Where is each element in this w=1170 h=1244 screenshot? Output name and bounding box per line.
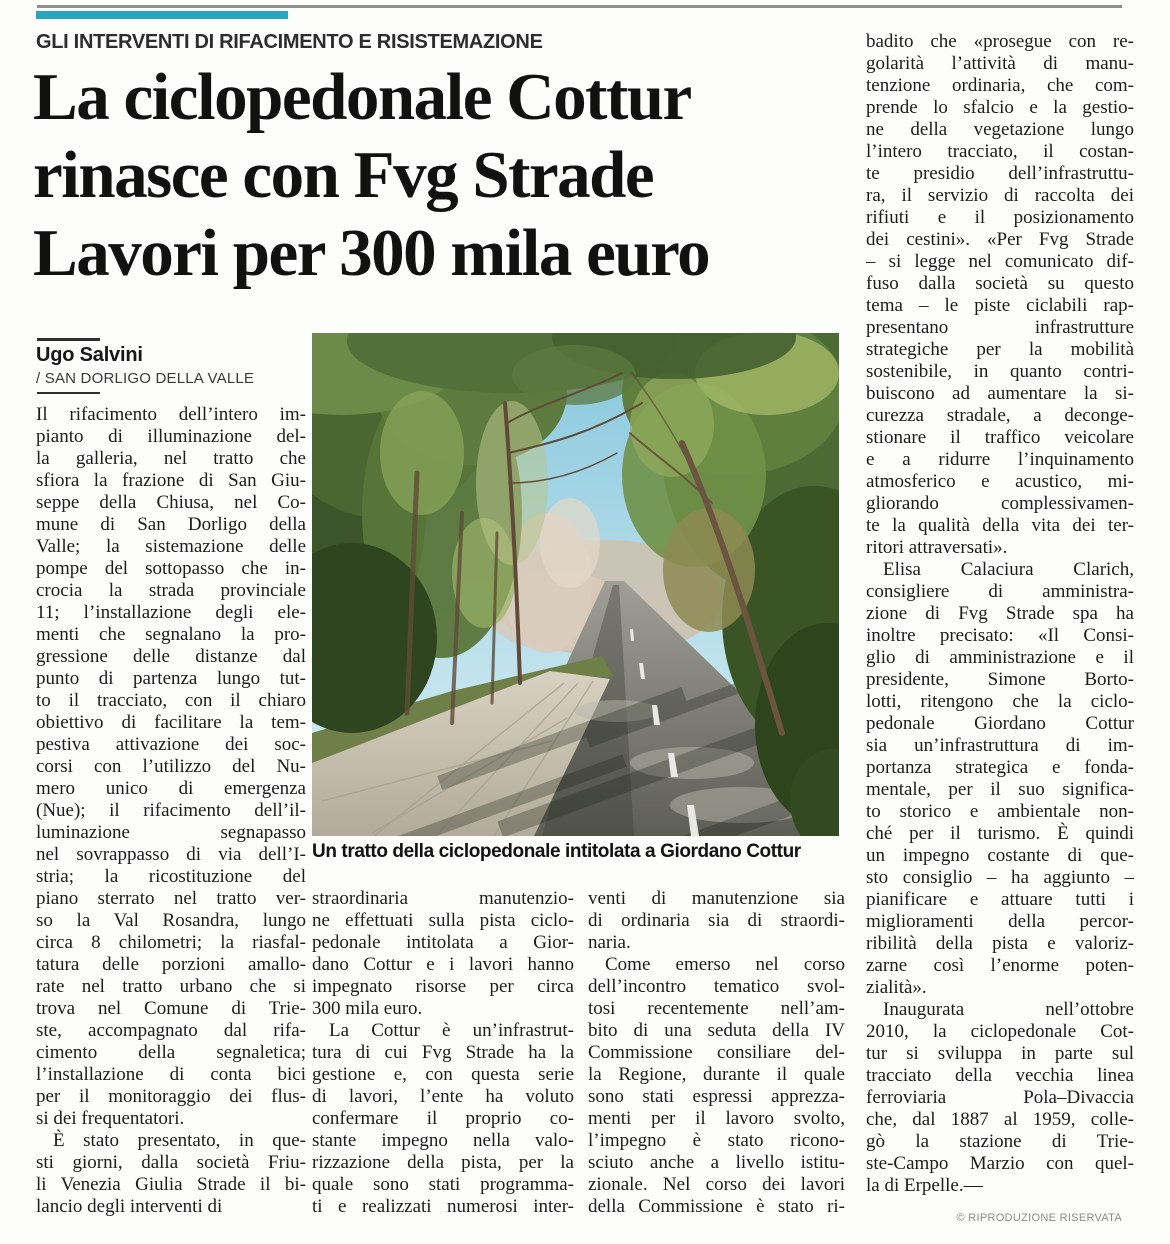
- text-line: portanza strategica e fonda-: [866, 757, 1134, 778]
- text-line: presentano infrastrutture: [866, 317, 1134, 338]
- text-line: punto di partenza lungo tut-: [36, 668, 306, 689]
- text-line: menti per il lavoro svolto,: [588, 1108, 845, 1129]
- text-line: tura di cui Fvg Strade ha la: [312, 1042, 574, 1063]
- text-line: l’intero tracciato, il costan-: [866, 141, 1134, 162]
- text-line: di ordinaria sia di straordi-: [588, 910, 845, 931]
- text-line: – si legge nel comunicato dif-: [866, 251, 1134, 272]
- text-line: sto consiglio – ha aggiunto –: [866, 867, 1134, 888]
- text-line: circa 8 chilometri; la riasfal-: [36, 932, 306, 953]
- text-line: La Cottur è un’infrastrut-: [329, 1020, 574, 1041]
- text-line: inoltre precisato: «Il Consi-: [866, 625, 1134, 646]
- text-line: lotti, ritengono che la ciclo-: [866, 691, 1134, 712]
- text-line: piano sterrato nel tratto ver-: [36, 888, 306, 909]
- text-line: dell’incontro tematico svol-: [588, 976, 845, 997]
- text-line: pompe del sottopasso che in-: [36, 558, 306, 579]
- text-line: tur si sviluppa in parte sul: [866, 1043, 1134, 1064]
- text-line: ne effettuati sulla pista ciclo-: [312, 910, 574, 931]
- text-line: zione di Fvg Strade spa ha: [866, 603, 1134, 624]
- text-line: per il monitoraggio dei flus-: [36, 1086, 306, 1107]
- text-line: Il rifacimento dell’intero im-: [36, 404, 306, 425]
- text-line: stionare il traffico veicolare: [866, 427, 1134, 448]
- text-line: l’impegno è stato ricono-: [588, 1130, 845, 1151]
- text-line: zarne così l’enorme poten-: [866, 955, 1134, 976]
- headline-line-2: rinasce con Fvg Strade: [33, 138, 654, 212]
- text-line: la galleria, nel tratto che: [36, 448, 306, 469]
- text-line: ne della vegetazione lungo: [866, 119, 1134, 140]
- teal-accent-bar: [36, 11, 288, 19]
- bike-path-illustration: [312, 333, 839, 836]
- text-line: 11; l’installazione degli ele-: [36, 602, 306, 623]
- text-line: badito che «prosegue con re-: [866, 31, 1134, 52]
- text-line: si dei frequentatori.: [36, 1108, 185, 1129]
- text-line: tracciato della vecchia linea: [866, 1065, 1134, 1086]
- text-line: stante impegno nella valo-: [312, 1130, 574, 1151]
- text-line: pedonale intitolata a Gior-: [312, 932, 574, 953]
- text-line: e a ridurre l’inquinamento: [866, 449, 1134, 470]
- text-line: zionale. Nel corso dei lavori: [588, 1174, 845, 1195]
- text-line: confermare il proprio co-: [312, 1108, 574, 1129]
- text-line: ferroviaria Pola–Divaccia: [866, 1087, 1134, 1108]
- body-column-3: [588, 888, 845, 1244]
- text-line: rifiuti e il posizionamento: [866, 207, 1134, 228]
- text-line: cimento della segnaletica;: [36, 1042, 306, 1063]
- text-line: gliorando complessivamen-: [866, 493, 1134, 514]
- byline-rule-top: [37, 338, 100, 341]
- text-line: di lavori, l’ente ha voluto: [312, 1086, 574, 1107]
- text-line: sfiora la frazione di San Giu-: [36, 470, 306, 491]
- body-column-1: [36, 404, 306, 1242]
- byline-rule-bottom: [37, 392, 100, 394]
- text-line: (Nue); il rifacimento dell’il-: [36, 800, 306, 821]
- text-line: sia un’infrastruttura di im-: [866, 735, 1134, 756]
- copyright-notice: © RIPRODUZIONE RISERVATA: [956, 1212, 1122, 1224]
- text-line: quale sono stati programma-: [312, 1174, 574, 1195]
- text-line: luminazione segnapasso: [36, 822, 306, 843]
- text-line: ti e realizzati numerosi inter-: [312, 1196, 574, 1217]
- text-line: atmosferico e acustico, mi-: [866, 471, 1134, 492]
- text-line: gestione e, con questa serie: [312, 1064, 574, 1085]
- text-line: strategiche per la mobilità: [866, 339, 1134, 360]
- text-line: pedonale Giordano Cottur: [866, 713, 1134, 734]
- photo-caption: Un tratto della ciclopedonale intitolata a Giordano Cottur: [312, 841, 801, 862]
- text-line: obiettivo di facilitare la tem-: [36, 712, 306, 733]
- text-line: trova nel Comune di Trie-: [36, 998, 306, 1019]
- text-line: so la Val Rosandra, lungo: [36, 910, 306, 931]
- text-line: lancio degli interventi di: [36, 1196, 223, 1217]
- text-line: crocia la strada provinciale: [36, 580, 306, 601]
- text-line: rate nel tratto urbano che si: [36, 976, 306, 997]
- text-line: pianto di illuminazione del-: [36, 426, 306, 447]
- text-line: zialità».: [866, 977, 927, 998]
- text-line: bito di una seduta della IV: [588, 1020, 845, 1041]
- text-line: straordinaria manutenzio-: [312, 888, 574, 909]
- text-line: Come emerso nel corso: [605, 954, 845, 975]
- text-line: la Regione, durante il quale: [588, 1064, 845, 1085]
- text-line: ché per il turismo. È quindi: [866, 823, 1134, 844]
- text-line: pestiva attivazione dei soc-: [36, 734, 306, 755]
- text-line: te presidio dell’infrastruttu-: [866, 163, 1134, 184]
- byline-location: / SAN DORLIGO DELLA VALLE: [36, 370, 255, 387]
- text-line: li Venezia Giulia Strade il bi-: [36, 1174, 306, 1195]
- text-line: tatura delle porzioni amallo-: [36, 954, 306, 975]
- text-line: l’installazione di conta bici: [36, 1064, 306, 1085]
- article-kicker: GLI INTERVENTI DI RIFACIMENTO E RISISTEMAZIONE: [36, 31, 543, 53]
- text-line: golarità l’attività di manu-: [866, 53, 1134, 74]
- text-line: tenzione ordinaria, che com-: [866, 75, 1134, 96]
- text-line: tosi recentemente nell’am-: [588, 998, 845, 1019]
- text-line: rizzazione della pista, per la: [312, 1152, 574, 1173]
- text-line: ste, accompagnato dal rifa-: [36, 1020, 306, 1041]
- text-line: sono stati espressi apprezza-: [588, 1086, 845, 1107]
- text-line: la di Erpelle.—: [866, 1175, 983, 1196]
- text-line: ritori attraversati».: [866, 537, 1008, 558]
- text-line: sostenibile, in quanto contri-: [866, 361, 1134, 382]
- text-line: tema – le piste ciclabili rap-: [866, 295, 1134, 316]
- text-line: dei cestini». «Per Fvg Strade: [866, 229, 1134, 250]
- text-line: dano Cottur e i lavori hanno: [312, 954, 574, 975]
- headline-line-1: La ciclopedonale Cottur: [33, 60, 691, 134]
- text-line: glio di amministrazione e il: [866, 647, 1134, 668]
- text-line: miglioramenti della percor-: [866, 911, 1134, 932]
- text-line: mune di San Dorligo della: [36, 514, 306, 535]
- text-line: presidente, Simone Borto-: [866, 669, 1134, 690]
- text-line: gò la stazione di Trie-: [866, 1131, 1134, 1152]
- text-line: impegnato risorse per circa: [312, 976, 574, 997]
- text-line: 2010, la ciclopedonale Cot-: [866, 1021, 1134, 1042]
- text-line: stria; la ricostituzione del: [36, 866, 306, 887]
- text-line: consigliere di amministra-: [866, 581, 1134, 602]
- text-line: 300 mila euro.: [312, 998, 423, 1019]
- text-line: della Commissione è stato ri-: [588, 1196, 845, 1217]
- text-line: sti giorni, dalla società Friu-: [36, 1152, 306, 1173]
- text-line: to storico e ambientale non-: [866, 801, 1134, 822]
- text-line: fuso dalla società su questo: [866, 273, 1134, 294]
- text-line: pianificare e attuare tutti i: [866, 889, 1134, 910]
- text-line: Elisa Calaciura Clarich,: [883, 559, 1134, 580]
- text-line: buiscono ad aumentare la si-: [866, 383, 1134, 404]
- text-line: nel sovrappasso di via dell’I-: [36, 844, 306, 865]
- text-line: È stato presentato, in que-: [53, 1130, 306, 1151]
- top-divider-rule: [37, 5, 1122, 8]
- text-line: ra, il servizio di raccolta dei: [866, 185, 1134, 206]
- text-line: venti di manutenzione sia: [588, 888, 845, 909]
- text-line: Valle; la sistemazione delle: [36, 536, 306, 557]
- text-line: corsi con l’utilizzo del Nu-: [36, 756, 306, 777]
- text-line: seppe della Chiusa, nel Co-: [36, 492, 306, 513]
- body-column-2: [312, 888, 574, 1244]
- article-photo: [312, 333, 839, 836]
- text-line: ste-Campo Marzio con quel-: [866, 1153, 1134, 1174]
- text-line: Inaugurata nell’ottobre: [883, 999, 1134, 1020]
- text-line: che, dal 1887 al 1959, colle-: [866, 1109, 1134, 1130]
- text-line: Commissione consiliare del-: [588, 1042, 845, 1063]
- headline-line-3: Lavori per 300 mila euro: [33, 216, 710, 290]
- body-column-4: [866, 31, 1134, 1206]
- text-line: mero unico di emergenza: [36, 778, 306, 799]
- byline-author: Ugo Salvini: [36, 344, 143, 366]
- text-line: prende lo sfalcio e la gestio-: [866, 97, 1134, 118]
- text-line: gressione delle distanze dal: [36, 646, 306, 667]
- text-line: menti che segnalano la pro-: [36, 624, 306, 645]
- text-line: naria.: [588, 932, 631, 953]
- text-line: mentale, per il suo significa-: [866, 779, 1134, 800]
- text-line: sciuto anche a livello istitu-: [588, 1152, 845, 1173]
- text-line: te la qualità della vita dei ter-: [866, 515, 1134, 536]
- text-line: to il tracciato, con il chiaro: [36, 690, 306, 711]
- text-line: curezza stradale, a deconge-: [866, 405, 1134, 426]
- text-line: ribilità della pista e valoriz-: [866, 933, 1134, 954]
- text-line: un impegno costante di que-: [866, 845, 1134, 866]
